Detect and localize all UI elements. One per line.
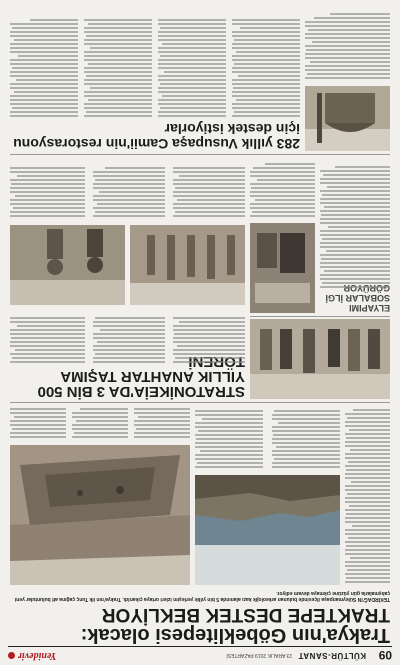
story-4-headline: 283 yıllık Vusupaşa Camii'nin restorasyonu için destek istiyorlar — [13, 121, 300, 152]
text-lines-graphic — [250, 159, 315, 219]
divider — [10, 402, 390, 403]
body-column-6 — [250, 159, 315, 219]
mosque-exterior-photo — [305, 86, 390, 151]
section-name: KÜLTÜR-SANAT — [298, 651, 366, 660]
text-lines-graphic — [195, 405, 340, 470]
newspaper-logo — [8, 650, 56, 661]
mosque-photo — [10, 225, 125, 305]
main-story-photo — [195, 475, 340, 585]
excavation-site-photo — [10, 445, 190, 585]
ruins-photo — [130, 225, 245, 305]
ceremony-crowd-photo — [250, 319, 390, 399]
text-lines-graphic — [10, 404, 190, 440]
brand-name: Yenidevir — [18, 650, 57, 661]
text-lines-graphic — [10, 9, 300, 119]
body-column-5 — [320, 160, 390, 290]
coastline-photo — [195, 475, 340, 585]
text-lines-graphic — [305, 9, 390, 81]
ceremony-photo — [250, 319, 390, 399]
text-lines-graphic — [345, 405, 390, 585]
mosque-photo-graphic — [305, 86, 390, 151]
body-column-9 — [305, 9, 390, 81]
body-column-7 — [10, 159, 245, 219]
main-headline-line-2: TRAKTEPE DESTEK BEKLİYOR — [101, 604, 390, 625]
text-lines-graphic — [10, 159, 245, 219]
body-column-1 — [345, 405, 390, 585]
archaeology-photo-2 — [130, 225, 245, 305]
body-column-3 — [10, 404, 190, 440]
main-headline-line-1: Trakya'nın Göbeklitepesi olacak: — [80, 624, 390, 646]
stove-photo — [250, 223, 315, 313]
body-column-8 — [10, 9, 300, 119]
body-column-4 — [10, 310, 245, 365]
body-column-2 — [195, 405, 340, 470]
people-photo — [10, 225, 125, 305]
divider — [10, 154, 390, 155]
page-number: 09 — [378, 648, 392, 662]
excavation-photo — [10, 445, 190, 585]
text-lines-graphic — [10, 310, 245, 365]
divider — [250, 316, 390, 317]
logo-dot-icon — [8, 652, 15, 659]
issue-date: 23 ARALIK 2019 PAZARTESİ — [226, 652, 292, 658]
stove-maker-photo — [250, 223, 315, 313]
main-story-spot: TEKİRDAĞ'IN Süleymanpaşa ilçesinde bulunan arkeolojik kazı alanında 5 bin yıllık yerleşim izleri ortaya çıkarıldı. Trakya'nın ilk Tunç çağına ait buluntular yeni çalışmalarla gün yüzüne çıkmaya devam ediyor. — [14, 590, 390, 602]
masthead — [8, 646, 392, 661]
story-3-headline: ELYAPIMI SOBALAR İLGİ GÖRÜYOR — [325, 283, 390, 313]
story-2-headline: STRATONİKEİA'DA 3 BİN 500 YILLIK ANAHTAR TAŞIMA TÖRENİ — [37, 353, 245, 400]
text-lines-graphic — [320, 160, 390, 290]
